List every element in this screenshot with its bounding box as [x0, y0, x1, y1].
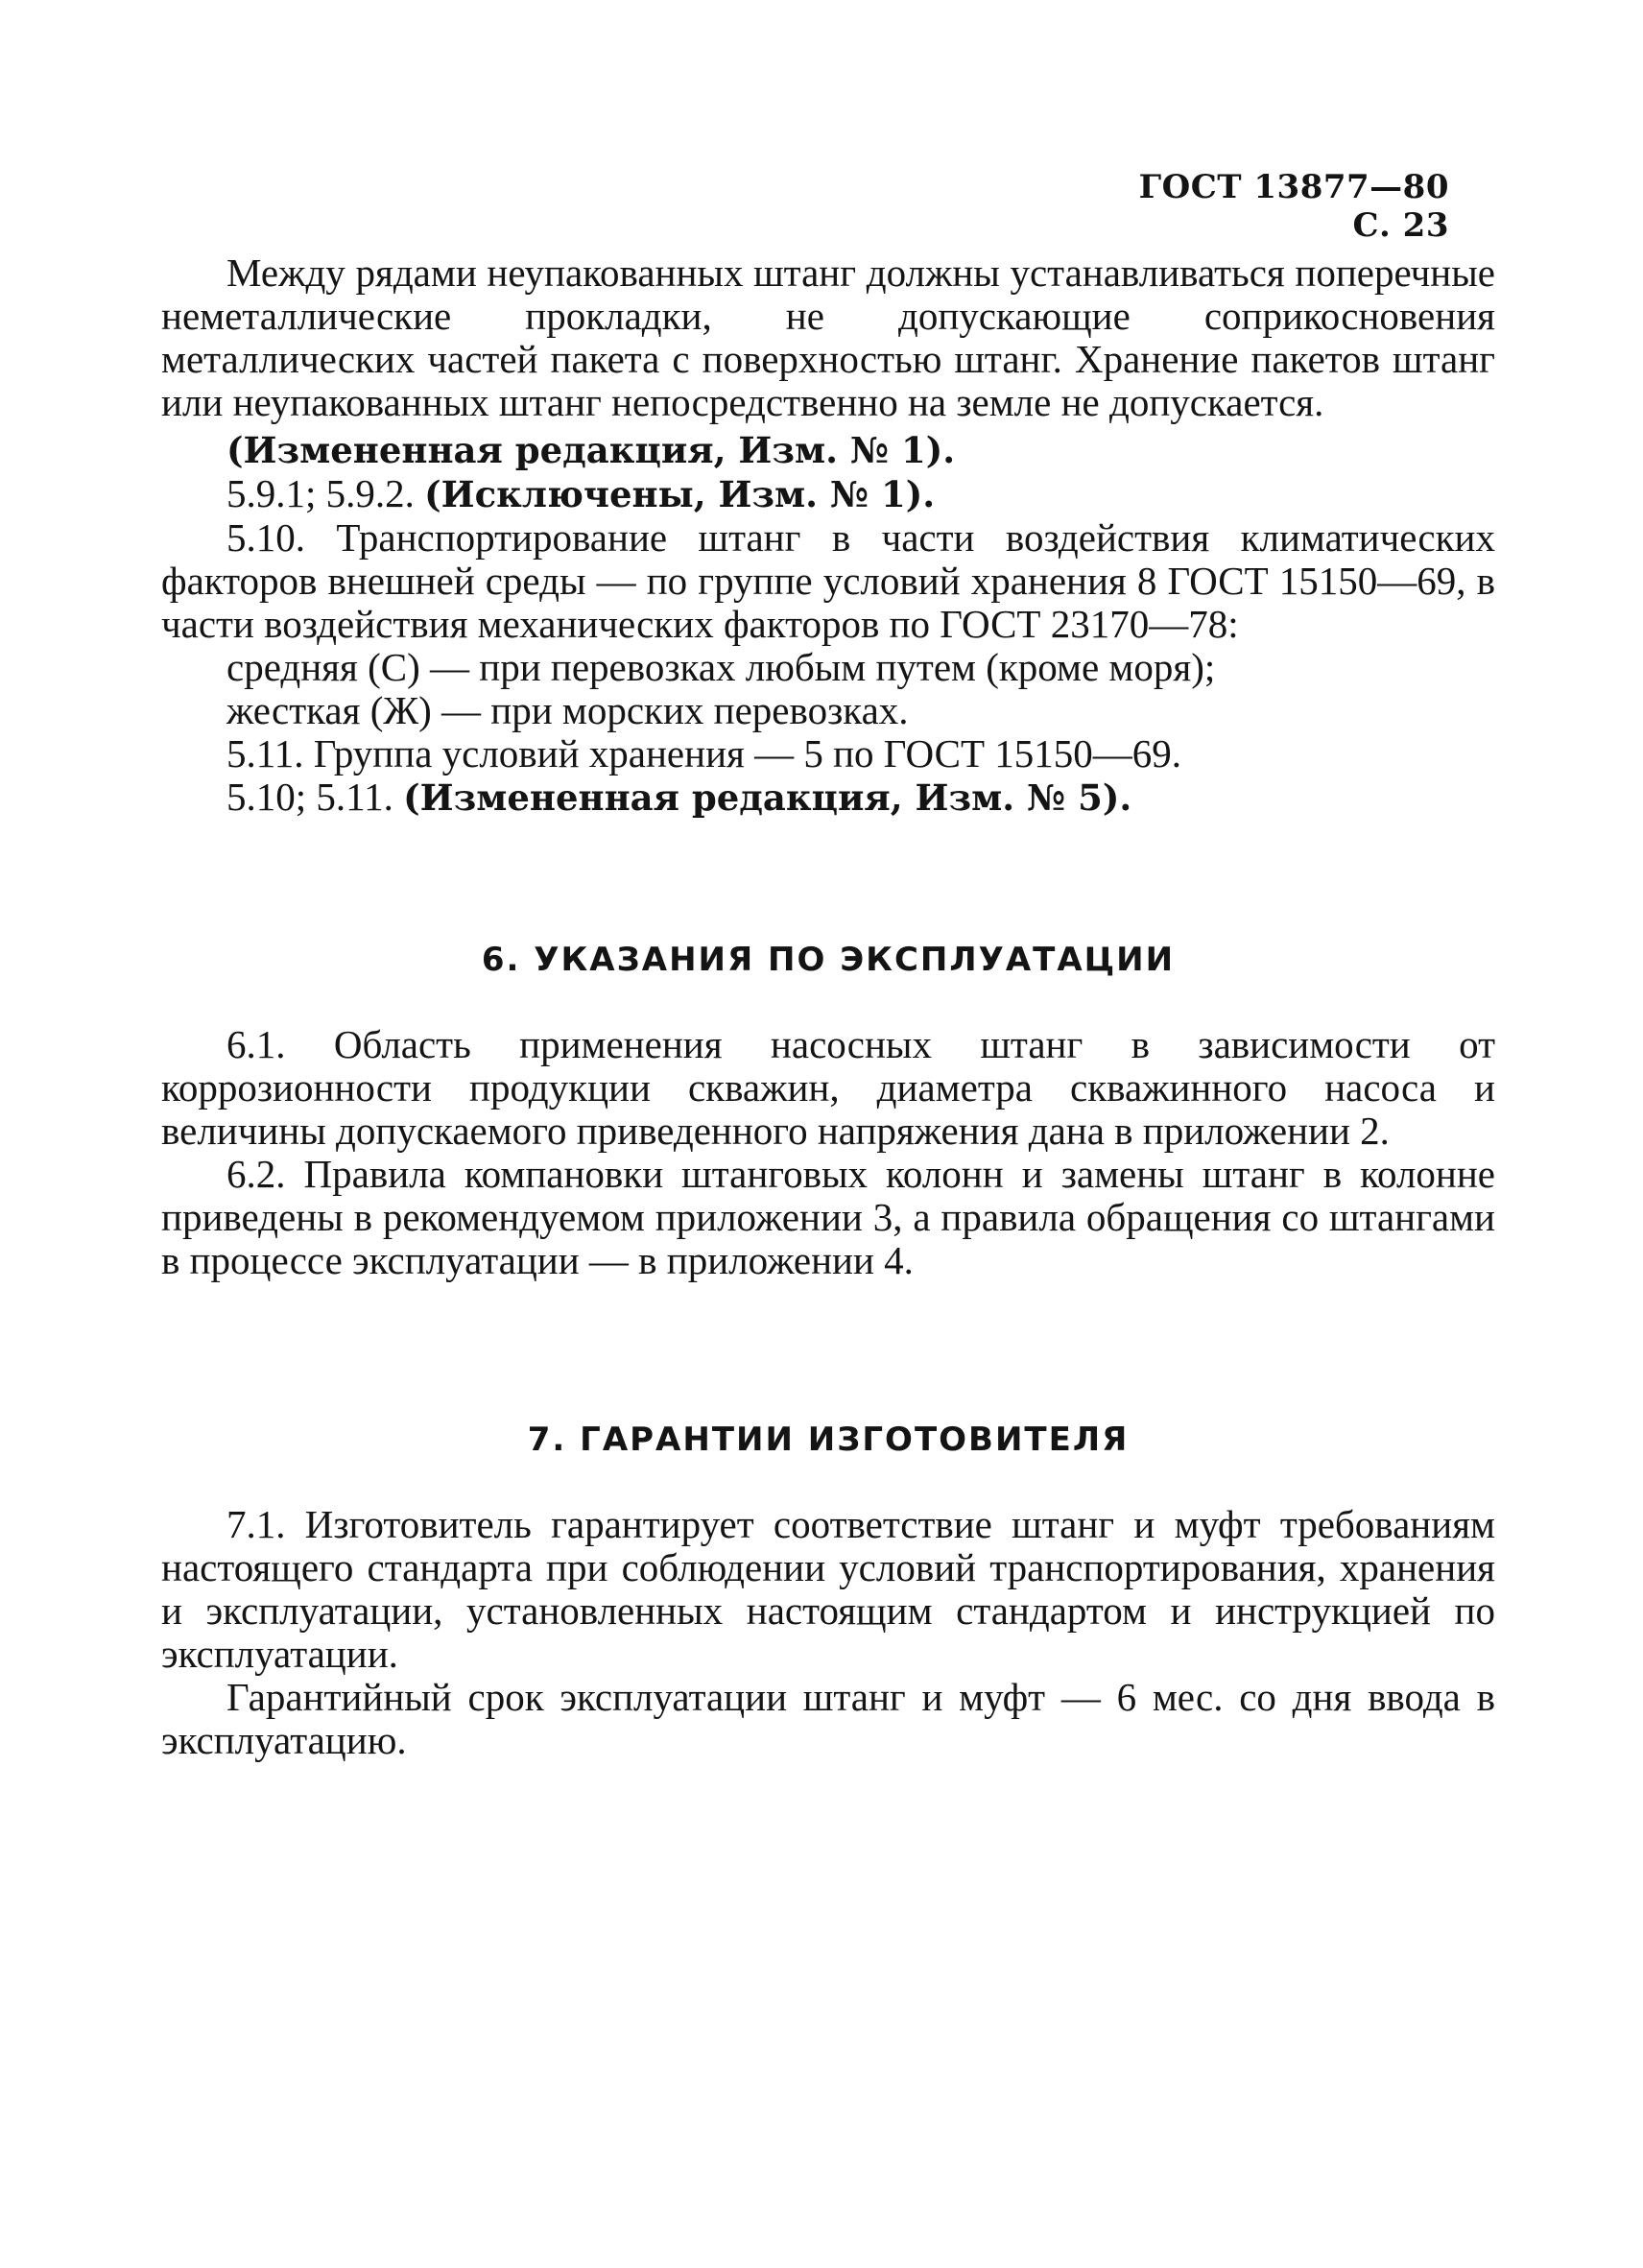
paragraph-5-9-1-bold: (Исключены, Изм. № 1). [424, 473, 936, 515]
paragraph-5-10: 5.10. Транспортирование штанг в части воздействия климатических факторов внешней среды — по группе условий хранения 8 ГОСТ 15150—69, в части воздействия механических факторов по ГОСТ 23170—78: [161, 515, 1495, 646]
paragraph-5-11: 5.11. Группа условий хранения — 5 по ГОСТ 15150—69. [226, 731, 1181, 776]
paragraph-7-1: 7.1. Изготовитель гарантирует соответствие штанг и муфт требованиям настоящего стандарта при соблюдении условий транспортирования, хранения и эксплуатации, установленных настоящим стандартом и инструкцией по эксплуатации. [161, 1502, 1495, 1676]
paragraph-5-10-5-11-prefix: 5.10; 5.11. [226, 775, 404, 819]
section-6-body [161, 1023, 1495, 1282]
section-7-body [161, 1503, 1495, 1762]
section-6-heading: 6. УКАЗАНИЯ ПО ЭКСПЛУАТАЦИИ [481, 941, 1176, 979]
page-header: ГОСТ 13877—80 С. 23 [1138, 168, 1449, 245]
amendment-note-1-text: (Измененная редакция, Изм. № 1). [226, 429, 956, 471]
paragraph-between-rows: Между рядами неупакованных штанг должны устанавливаться поперечные неметаллические прокладки, не допускающие соприкосновения металлических частей пакета с поверхностью штанг. Хранение пакетов штанг или неупакованных штанг непосредственно на земле не допускается. [161, 251, 1495, 424]
paragraph-6-2: 6.2. Правила компановки штанговых колонн и замены штанг в колонне приведены в рекомендуемом приложении 3, а правила обращения со штангами в процессе эксплуатации — в приложении 4. [161, 1152, 1495, 1282]
paragraph-5-9-1 [161, 472, 1495, 516]
paragraph-5-9-1-prefix: 5.9.1; 5.9.2. [226, 471, 425, 515]
section-5-continuation [161, 251, 1495, 820]
paragraph-5-10-hard: жесткая (Ж) — при морских перевозках. [226, 688, 909, 732]
paragraph-5-10-5-11-bold: (Измененная редакция, Изм. № 5). [403, 776, 1132, 819]
paragraph-5-10-5-11-amendment [161, 776, 1495, 820]
amendment-note-1 [161, 428, 1495, 472]
paragraph-5-10-medium: средняя (С) — при перевозках любым путем (кроме моря); [226, 645, 1216, 689]
paragraph-warranty: Гарантийный срок эксплуатации штанг и муфт — 6 мес. со дня ввода в эксплуатацию. [161, 1675, 1495, 1762]
section-7-heading: 7. ГАРАНТИИ ИЗГОТОВИТЕЛЯ [527, 1420, 1130, 1459]
paragraph-6-1: 6.1. Область применения насосных штанг в зависимости от коррозионности продукции скважин, диаметра скважинного насоса и величины допускаемого приведенного напряжения дана в приложении 2. [161, 1022, 1495, 1153]
